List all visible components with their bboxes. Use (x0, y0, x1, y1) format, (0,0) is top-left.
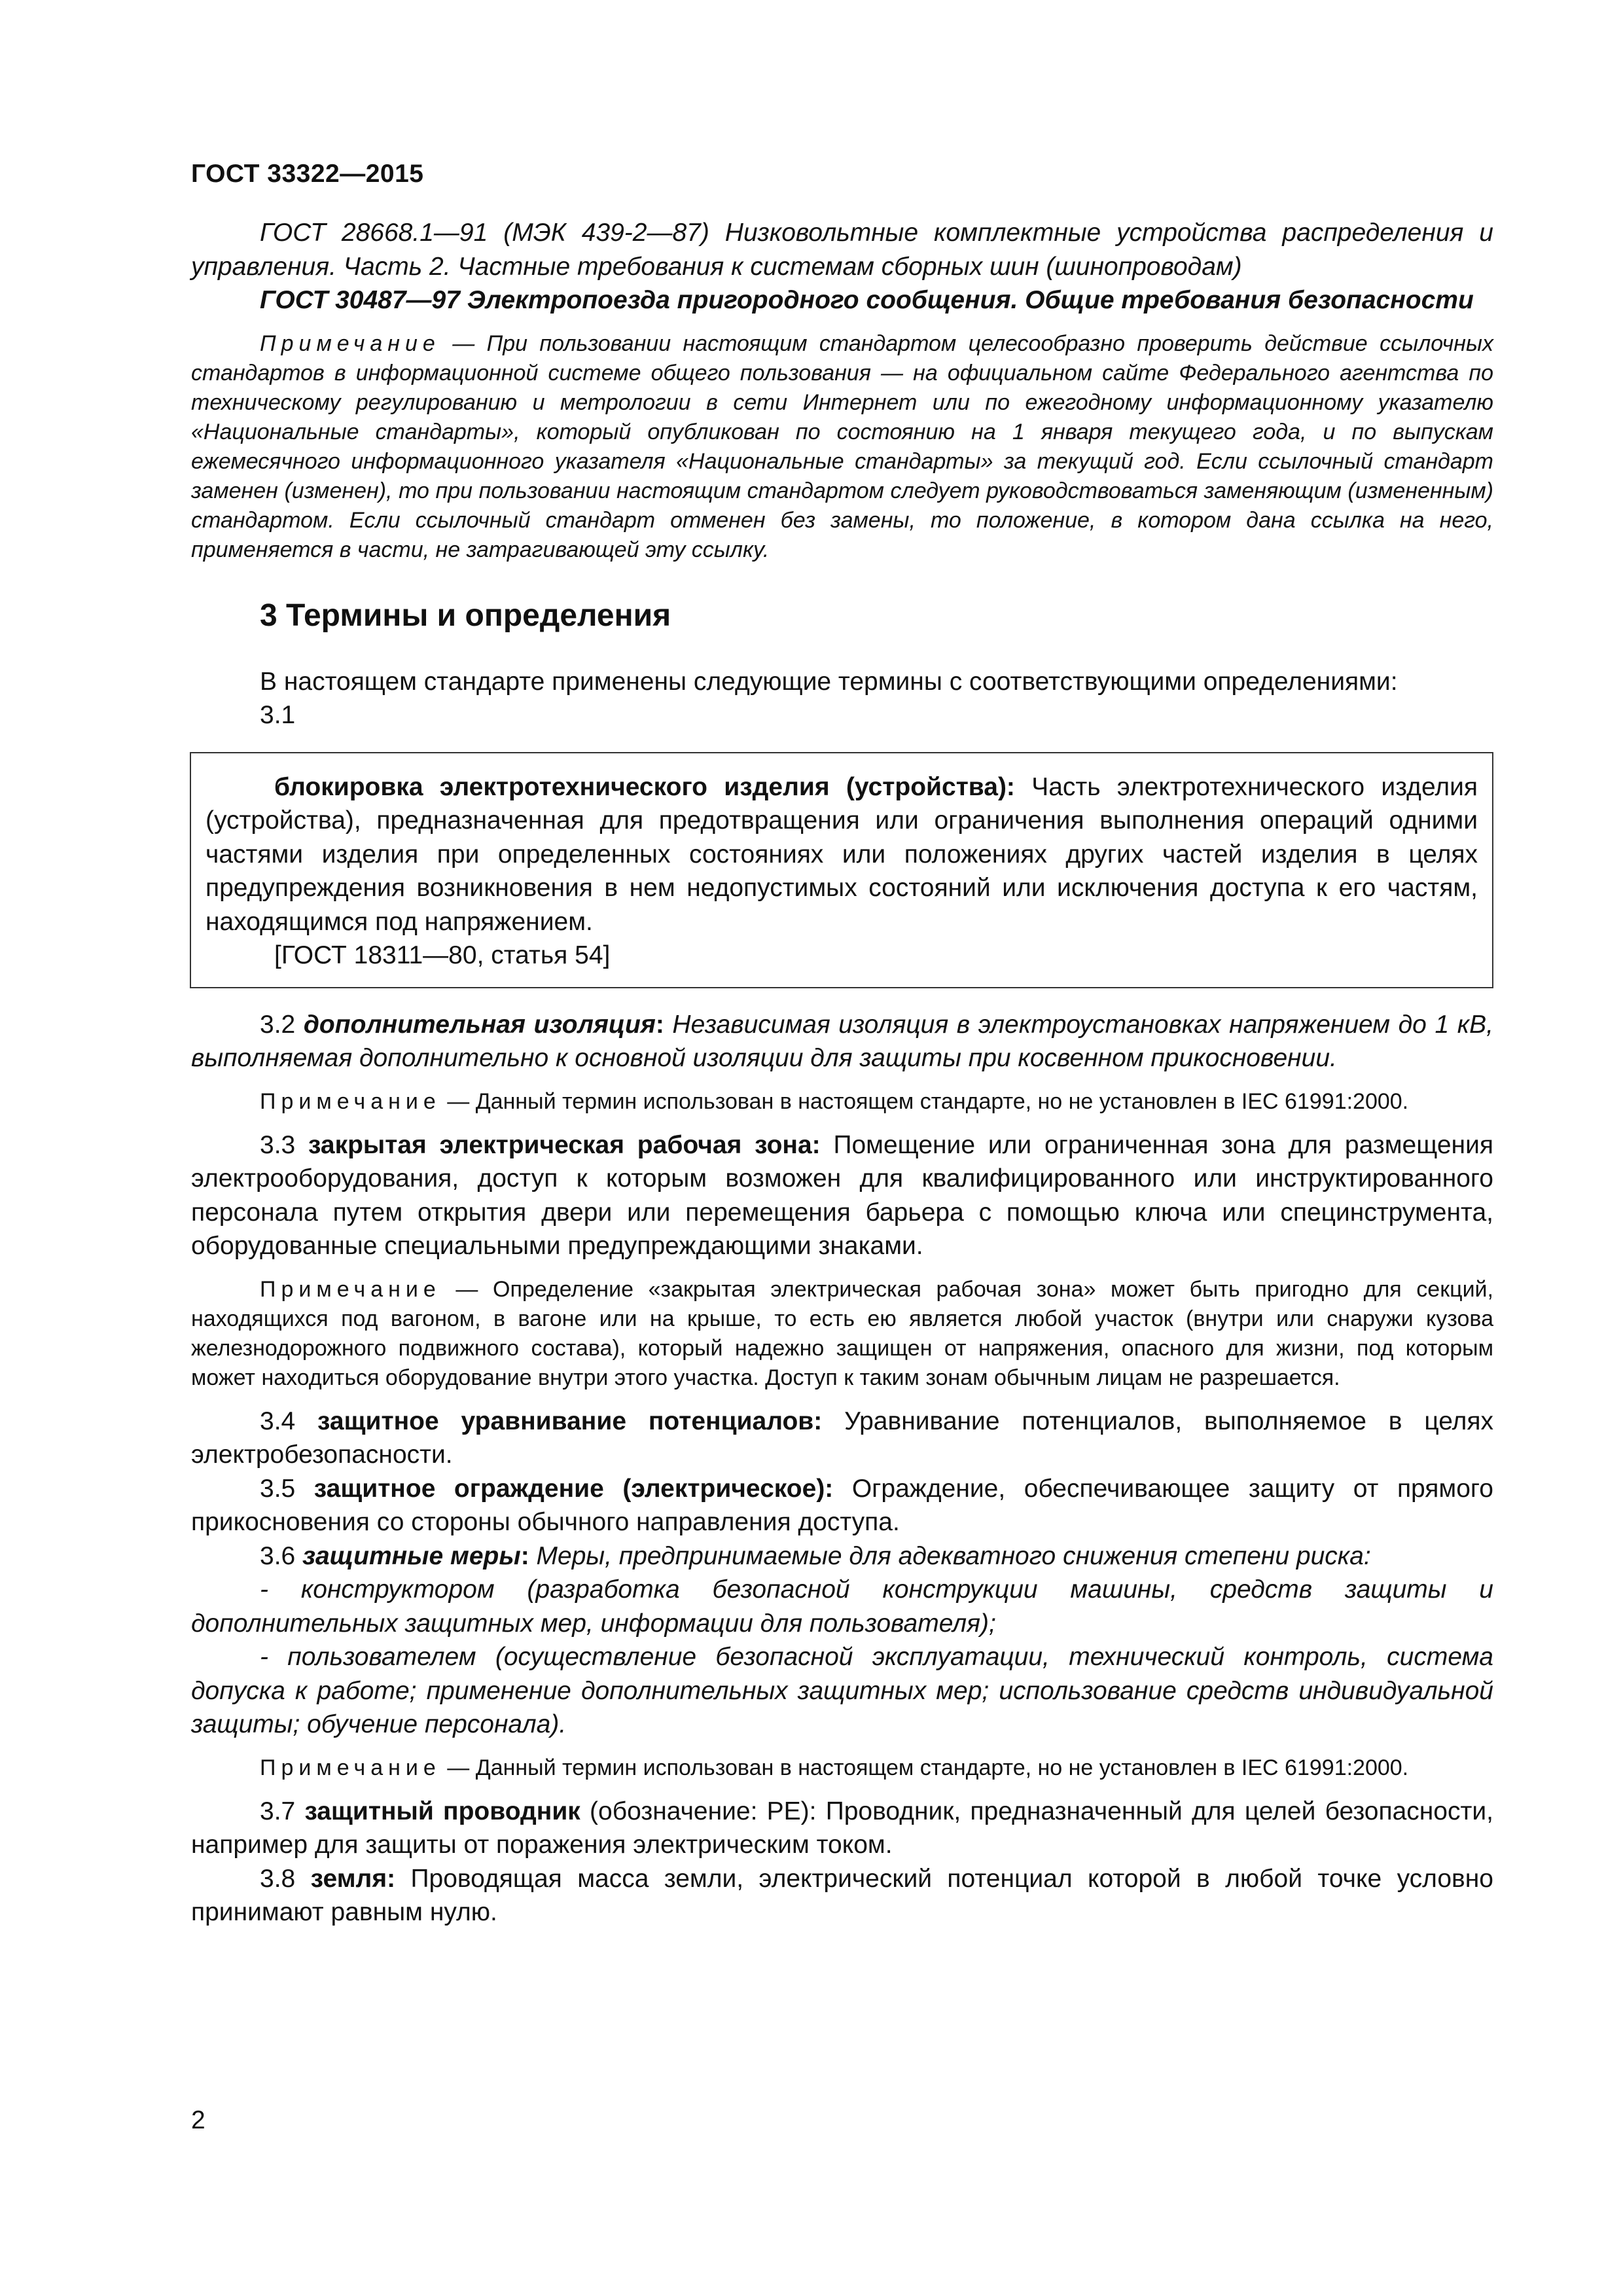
term-3-7-term: защитный проводник (304, 1797, 580, 1825)
note-3-6 (191, 1753, 1493, 1783)
term-3-6 (191, 1539, 1493, 1573)
note-text: — Данный термин использован в настоящем стандарте, но не установлен в IEC 61991:2000. (440, 1088, 1409, 1114)
note-text: — При пользовании настоящим стандартом целесообразно проверить действие ссылочных стандартов в информационной системе общего пользования — на официальном сайте Федерального агентства по техническому регулированию и метрологии в сети Интернет или по ежегодному информационному указателю «Национальные стандарты», который опубликован по состоянию на 1 января текущего года, и по выпускам ежемесячного информационного указателя «Национальные стандарты» за текущий год. Если ссылочный стандарт заменен (изменен), то при пользовании настоящим стандартом следует руководствоваться заменяющим (измененным) стандартом. Если ссылочный стандарт отменен без замены, то положение, в котором дана ссылка на него, применяется в части, не затрагивающей эту ссылку. (191, 331, 1493, 562)
term-3-4-number: 3.4 (260, 1407, 318, 1435)
term-3-4 (191, 1405, 1493, 1472)
term-3-2 (191, 1008, 1493, 1075)
page-content (191, 216, 1493, 1929)
note-label: Примечание (260, 1276, 441, 1302)
normative-ref-1: ГОСТ 28668.1—91 (МЭК 439-2—87) Низковольтные комплектные устройства распределения и управления. Часть 2. Частные требования к системам сборных шин (шинопроводам) (191, 219, 1493, 281)
term-3-2-definition: Независимая изоляция в электроустановках напряжением до 1 кВ, выполняемая дополнительно к основной изоляции для защиты при косвенном прикосновении. (191, 1010, 1494, 1072)
term-3-1-definition: Часть электротехнического изделия (устройства), предназначенная для предотвращения или ограничения выполнения операций одними частями изделия при определенных состояниях или положениях других частей изделия в целях предупреждения возникновения в нем недопустимых состояний или исключения доступа к его частям, находящимся под напряжением. (205, 772, 1478, 936)
term-3-6-item: - пользователем (осуществление безопасной эксплуатации, технический контроль, система допуска к работе; применение дополнительных защитных мер; использование средств индивидуальной защиты; обучение персонала). (191, 1643, 1493, 1738)
term-3-1-source: [ГОСТ 18311—80, статья 54] (274, 941, 611, 969)
note-3-3 (191, 1275, 1493, 1393)
term-3-5-term: защитное ограждение (электрическое): (313, 1474, 834, 1503)
term-3-6-term: защитные меры (302, 1541, 521, 1570)
term-3-6-item: - конструктором (разработка безопасной конструкции машины, средств защиты и дополнительных защитных мер, информации для пользователя); (191, 1575, 1493, 1638)
term-3-6-definition: Меры, предпринимаемые для адекватного снижения степени риска: (529, 1541, 1371, 1570)
normative-ref-2: ГОСТ 30487—97 Электропоезда пригородного сообщения. Общие требования безопасности (260, 286, 1474, 314)
term-3-6-colon: : (520, 1541, 529, 1570)
doc-header: ГОСТ 33322—2015 (191, 160, 424, 188)
term-3-3-term: закрытая электрическая рабочая зона: (308, 1130, 821, 1159)
term-3-6-number: 3.6 (260, 1541, 303, 1570)
term-3-1-term: блокировка электротехнического изделия (устройства): (274, 772, 1015, 801)
note-text: — Определение «закрытая электрическая рабочая зона» может быть пригодно для секций, находящихся под вагоном, в вагоне или на крыше, то есть ею является любой участок (внутри или снаружи кузова железнодорожного подвижного состава), который надежно защищен от напряжения, опасного для жизни, под которым может находиться оборудование внутри этого участка. Доступ к таким зонам обычным лицам не разрешается. (191, 1276, 1493, 1390)
term-3-8-term: земля: (310, 1864, 396, 1893)
term-3-2-number: 3.2 (260, 1010, 304, 1039)
note-label: Примечание (260, 1088, 441, 1114)
section-title: 3 Термины и определения (260, 598, 671, 633)
note-references (191, 329, 1493, 565)
term-3-1-number: 3.1 (260, 701, 296, 729)
term-3-7 (191, 1795, 1493, 1862)
note-text: — Данный термин использован в настоящем стандарте, но не установлен в IEC 61991:2000. (440, 1755, 1409, 1780)
note-3-2 (191, 1087, 1493, 1117)
note-label: Примечание (260, 331, 440, 356)
term-3-3-number: 3.3 (260, 1130, 309, 1159)
note-label: Примечание (260, 1755, 441, 1780)
term-3-2-colon: : (655, 1010, 664, 1039)
term-3-3-definition: Помещение или ограниченная зона для размещения электрооборудования, доступ к которым возможен для квалифицированного или инструктированного персонала путем открытия двери или перемещения барьера с помощью ключа или специнструмента, оборудованные специальными предупреждающими знаками. (191, 1130, 1493, 1260)
term-3-8-definition: Проводящая масса земли, электрический потенциал которой в любой точке условно принимают равным нулю. (191, 1864, 1493, 1926)
section-intro: В настоящем стандарте применены следующие термины с соответствующими определениями: (260, 667, 1398, 696)
definition-box (190, 752, 1493, 988)
page-number: 2 (191, 2106, 205, 2134)
term-3-7-number: 3.7 (260, 1797, 305, 1825)
term-3-7-definition: (обозначение: PE): Проводник, предназначенный для целей безопасности, например для защиты от поражения электрическим током. (191, 1797, 1493, 1859)
term-3-8-number: 3.8 (260, 1864, 311, 1893)
term-3-2-term: дополнительная изоляция (303, 1010, 656, 1039)
term-3-4-term: защитное уравнивание потенциалов: (317, 1407, 823, 1435)
term-3-3 (191, 1128, 1493, 1263)
term-3-5-definition: Ограждение, обеспечивающее защиту от прямого прикосновения со стороны обычного направления доступа. (191, 1474, 1493, 1536)
term-3-1 (205, 770, 1478, 939)
term-3-8 (191, 1862, 1493, 1929)
term-3-5-number: 3.5 (260, 1474, 314, 1503)
term-3-4-definition: Уравнивание потенциалов, выполняемое в целях электробезопасности. (191, 1407, 1493, 1469)
term-3-5 (191, 1472, 1493, 1539)
